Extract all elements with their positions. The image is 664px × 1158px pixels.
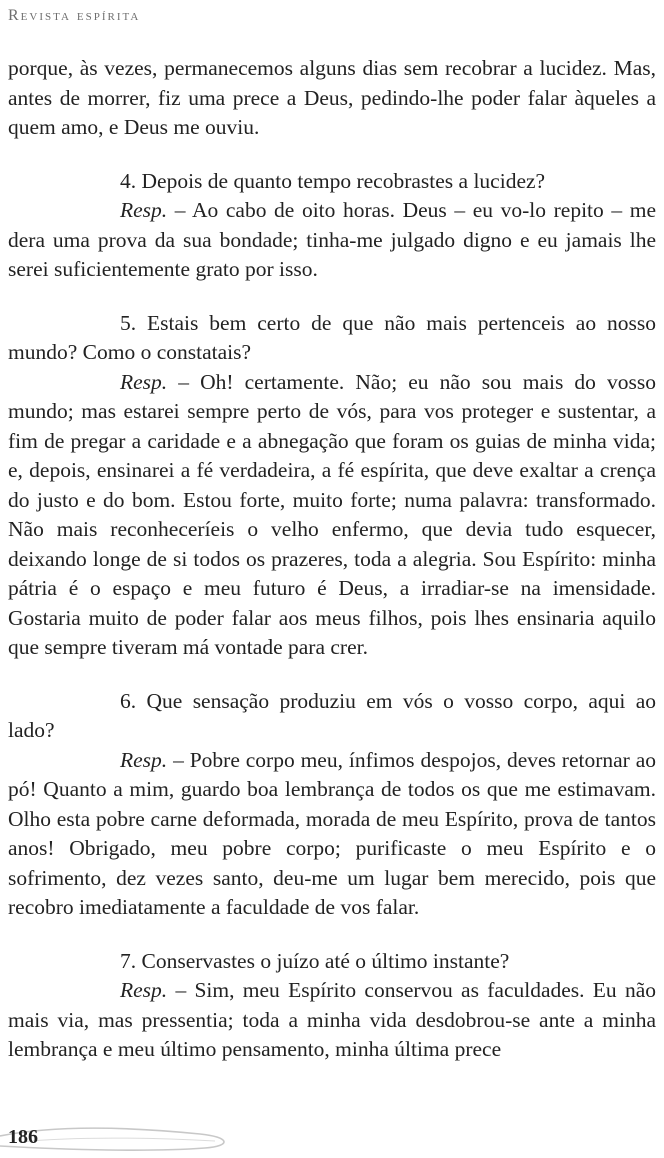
question-5: 5. Estais bem certo de que não mais pertenceis ao nosso mundo? Como o constatais? [8,310,656,364]
answer-6 [8,746,656,923]
answer-4 [8,196,656,285]
question-7: 7. Conservastes o juízo até o último instante? [120,948,510,973]
running-header: Revista espírita [8,7,141,24]
answer-7 [8,976,656,1065]
resp-label: Resp. [120,369,168,394]
page-number: 186 [8,1126,38,1148]
question-6: 6. Que sensação produziu em vós o vosso corpo, aqui ao lado? [8,688,656,742]
answer-5 [8,368,656,663]
resp-label: Resp. [120,198,168,222]
answer-7-text: – Sim, meu Espírito conservou as faculdades. Eu não mais via, mas pressentia; toda a minha vida desdobrou-se ante a minha lembrança e meu último pensamento, minha última prece [8,978,657,1061]
page-body [8,54,656,1065]
decorative-swoosh-icon [0,1122,664,1158]
page-footer [0,1122,664,1158]
answer-5-text: – Oh! certamente. Não; eu não sou mais do vosso mundo; mas estarei sempre perto de vós, para vos proteger e sustentar, a fim de pregar a caridade e a abnegação que foram os guias de minha vida; e, depois, ensinarei a fé verdadeira, a fé espírita, que deve exaltar a crença do justo e do bom. Estou forte, muito forte; numa palavra: transformado. Não mais reconheceríeis o velho enfermo, que devia tudo esquecer, deixando longe de si todos os prazeres, toda a alegria. Sou Espírito: minha pátria é o espaço e meu futuro é Deus, a irradiar-se na imensidade. Gostaria muito de poder falar aos meus filhos, pois lhes ensinaria aquilo que sempre tiveram má vontade para crer. [8,369,656,659]
question-4: 4. Depois de quanto tempo recobrastes a lucidez? [120,168,546,193]
answer-6-text: – Pobre corpo meu, ínfimos despojos, deves retornar ao pó! Quanto a mim, guardo boa lembrança de todos os que me estimavam. Olho esta pobre carne deformada, morada de meu Espírito, prova de tantos anos! Obrigado, meu pobre corpo; purificaste o meu Espírito e o sofrimento, dez vezes santo, deu-me um lugar bem merecido, pois que recobro imediatamente a faculdade de vos falar. [8,747,657,919]
answer-4-text: – Ao cabo de oito horas. Deus – eu vo-lo repito – me dera uma prova da sua bondade; tinha-me julgado digno e eu jamais lhe serei suficientemente grato por isso. [8,198,657,281]
resp-label: Resp. [120,978,168,1002]
paragraph-intro: porque, às vezes, permanecemos alguns dias sem recobrar a lucidez. Mas, antes de morrer, fiz uma prece a Deus, pedindo-lhe poder falar àqueles a quem amo, e Deus me ouviu. [8,56,656,139]
resp-label: Resp. [120,747,168,772]
